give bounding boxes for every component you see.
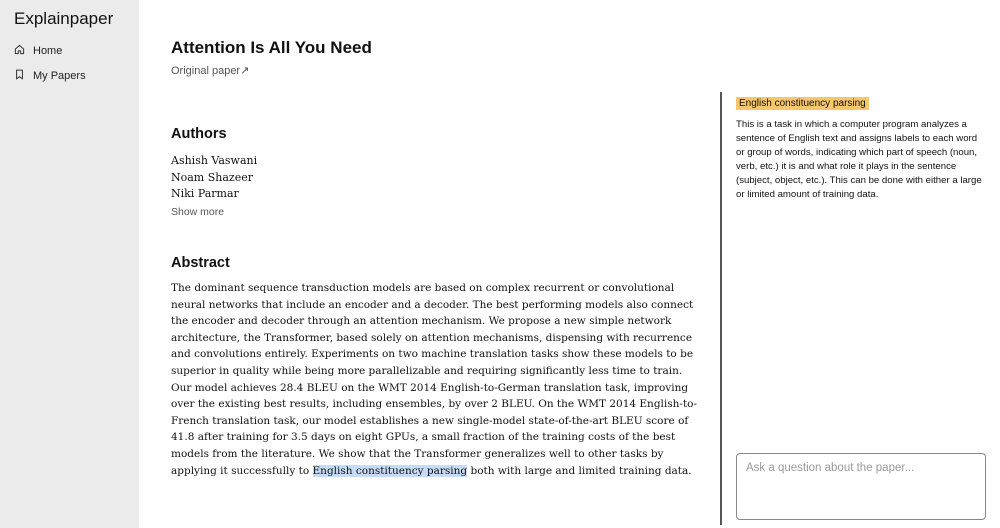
- sidebar-item-label: My Papers: [33, 70, 86, 82]
- abstract-heading: Abstract: [171, 255, 230, 271]
- author-name: Ashish Vaswani: [171, 154, 258, 167]
- sidebar-item-my-papers[interactable]: [14, 69, 86, 83]
- authors-list: [171, 153, 257, 203]
- show-more-button[interactable]: Show more: [171, 206, 225, 218]
- explanation-text: This is a task in which a computer program analyzes a sentence of English text and assigns labels to each word or group of words, indicating which part of speech (noun, verb, etc.) it is and what role it plays in the sentence (subject, object, etc.). This can be done with either a large or limited amount of training data.: [736, 119, 982, 200]
- selected-text-highlight[interactable]: English constituency parsing: [312, 464, 468, 477]
- explained-term-badge: English constituency parsing: [736, 97, 869, 110]
- paper-view: [171, 0, 701, 528]
- abstract-text[interactable]: [171, 280, 699, 479]
- abstract-text-part: The dominant sequence transduction models are based on complex recurrent or convolutional neural networks that include an encoder and a decoder. The best performing models also connect the encoder and decoder through an attention mechanism. We propose a new simple network architecture, the Transformer, based solely on attention mechanisms, dispensing with recurrence and convolutions entirely. Experiments on two machine translation tasks show these models to be superior in quality while being more parallelizable and requiring significantly less time to train. Our model achieves 28.4 BLEU on the WMT 2014 English-to-German translation task, improving over the existing best results, including ensembles, by over 2 BLEU. On the WMT 2014 English-to-French translation task, our model establishes a new single-model state-of-the-art BLEU score of 41.8 after training for 3.5 days on eight GPUs, a small fraction of the training costs of the best models from the literature. We show that the Transformer generalizes well to other tasks by applying it successfully to: [171, 282, 698, 477]
- bookmark-icon: [14, 69, 25, 83]
- question-input[interactable]: [736, 453, 986, 520]
- author-name: Noam Shazeer: [171, 170, 253, 184]
- brand-logo[interactable]: Explainpaper: [14, 9, 114, 28]
- panel-divider[interactable]: [720, 92, 722, 525]
- abstract-text-part: both with large and limited training data.: [467, 464, 692, 477]
- sidebar: [0, 0, 139, 528]
- original-paper-link[interactable]: Original paper↗: [171, 65, 250, 77]
- authors-heading: Authors: [171, 126, 227, 142]
- page-title: Attention Is All You Need: [171, 38, 372, 57]
- home-icon: [14, 44, 25, 58]
- sidebar-item-home[interactable]: [14, 44, 62, 58]
- author-name: Niki Parmar: [171, 187, 239, 200]
- sidebar-item-label: Home: [33, 45, 63, 57]
